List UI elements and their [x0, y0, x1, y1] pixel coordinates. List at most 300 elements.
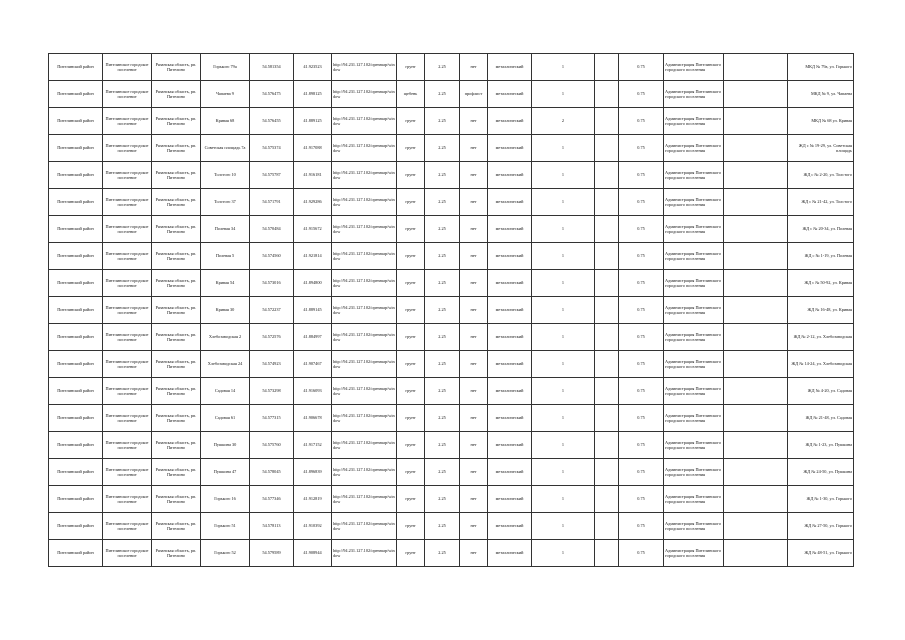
cell-volume: 0.75 [619, 216, 664, 243]
cell-empty-2 [724, 108, 788, 135]
cell-map-link: http://94.231.127.102/openmap/window [332, 135, 397, 162]
cell-longitude: 41.894800 [294, 270, 332, 297]
table-row [49, 486, 854, 513]
cell-map-link: http://94.231.127.102/openmap/window [332, 54, 397, 81]
cell-latitude: 54.572576 [250, 324, 294, 351]
cell-served-objects: ЖД № 48-51, ул. Горького [788, 540, 854, 567]
cell-containers-count: 1 [532, 324, 595, 351]
cell-material: металлический [488, 135, 532, 162]
cell-address: Садовая 14 [201, 378, 250, 405]
cell-district: Пителинский район [49, 459, 103, 486]
cell-surface: грунт [397, 243, 425, 270]
cell-empty [595, 81, 619, 108]
cell-address: Горького 51 [201, 513, 250, 540]
cell-latitude: 54.575787 [250, 162, 294, 189]
cell-empty-2 [724, 351, 788, 378]
cell-containers-count: 1 [532, 54, 595, 81]
cell-empty [595, 108, 619, 135]
cell-material: металлический [488, 297, 532, 324]
cell-volume: 0.75 [619, 405, 664, 432]
cell-empty [595, 324, 619, 351]
table-row [49, 270, 854, 297]
cell-settlement: Пителинское городское поселение [103, 270, 152, 297]
cell-empty-2 [724, 486, 788, 513]
cell-settlement: Пителинское городское поселение [103, 108, 152, 135]
cell-fence: нет [460, 189, 488, 216]
cell-region: Рязанская область, рп. Пителино [152, 351, 201, 378]
cell-served-objects: МКД № 68 ул. Кривая [788, 108, 854, 135]
cell-surface: грунт [397, 540, 425, 567]
cell-served-objects: МКД № 79а, ул. Горького [788, 54, 854, 81]
cell-empty-2 [724, 513, 788, 540]
cell-empty [595, 459, 619, 486]
cell-containers-count: 1 [532, 432, 595, 459]
cell-address: Толстого 10 [201, 162, 250, 189]
table-row [49, 216, 854, 243]
cell-fence: нет [460, 432, 488, 459]
cell-material: металлический [488, 540, 532, 567]
cell-owner: Администрация Пителинского городского поселения [664, 324, 724, 351]
cell-area: 2.25 [425, 162, 460, 189]
cell-fence: нет [460, 486, 488, 513]
cell-volume: 0.75 [619, 540, 664, 567]
cell-empty-2 [724, 135, 788, 162]
cell-latitude: 54.578045 [250, 459, 294, 486]
cell-material: металлический [488, 108, 532, 135]
cell-district: Пителинский район [49, 351, 103, 378]
cell-empty [595, 216, 619, 243]
cell-fence: нет [460, 162, 488, 189]
cell-latitude: 54.574560 [250, 243, 294, 270]
cell-area: 2.25 [425, 108, 460, 135]
cell-longitude: 41.912819 [294, 486, 332, 513]
cell-area: 2.25 [425, 81, 460, 108]
cell-surface: грунт [397, 297, 425, 324]
cell-area: 2.25 [425, 135, 460, 162]
cell-longitude: 41.896839 [294, 459, 332, 486]
cell-district: Пителинский район [49, 513, 103, 540]
cell-area: 2.25 [425, 216, 460, 243]
cell-area: 2.25 [425, 351, 460, 378]
cell-longitude: 41.917088 [294, 135, 332, 162]
table-row [49, 135, 854, 162]
cell-region: Рязанская область, рп. Пителино [152, 459, 201, 486]
cell-surface: грунт [397, 270, 425, 297]
cell-latitude: 54.570484 [250, 216, 294, 243]
cell-map-link: http://94.231.127.102/openmap/window [332, 459, 397, 486]
cell-surface: грунт [397, 54, 425, 81]
cell-served-objects: ЖД с № 21-42, ул. Толстого [788, 189, 854, 216]
cell-area: 2.25 [425, 513, 460, 540]
cell-latitude: 54.577315 [250, 405, 294, 432]
cell-owner: Администрация Пителинского городского поселения [664, 513, 724, 540]
cell-volume: 0.75 [619, 432, 664, 459]
cell-address: Горького 52 [201, 540, 250, 567]
cell-area: 2.25 [425, 243, 460, 270]
cell-longitude: 41.906678 [294, 405, 332, 432]
cell-surface: грунт [397, 108, 425, 135]
table-row [49, 351, 854, 378]
cell-address: Кривая 68 [201, 108, 250, 135]
cell-material: металлический [488, 432, 532, 459]
cell-address: Садовая 61 [201, 405, 250, 432]
cell-volume: 0.75 [619, 162, 664, 189]
cell-served-objects: ЖД № 1-23, ул. Пушкина [788, 432, 854, 459]
cell-material: металлический [488, 216, 532, 243]
cell-volume: 0.75 [619, 270, 664, 297]
cell-map-link: http://94.231.127.102/openmap/window [332, 486, 397, 513]
cell-volume: 0.75 [619, 81, 664, 108]
cell-containers-count: 1 [532, 189, 595, 216]
cell-longitude: 41.889125 [294, 108, 332, 135]
cell-served-objects: ЖД с № 19-29, ул. Советская площадь [788, 135, 854, 162]
cell-settlement: Пителинское городское поселение [103, 324, 152, 351]
cell-latitude: 54.574923 [250, 351, 294, 378]
cell-region: Рязанская область, рп. Пителино [152, 189, 201, 216]
cell-empty [595, 135, 619, 162]
cell-longitude: 41.898125 [294, 81, 332, 108]
cell-empty [595, 297, 619, 324]
cell-owner: Администрация Пителинского городского поселения [664, 540, 724, 567]
cell-settlement: Пителинское городское поселение [103, 189, 152, 216]
cell-served-objects: ЖД № 4-20, ул. Садовая [788, 378, 854, 405]
cell-latitude: 54.579589 [250, 540, 294, 567]
cell-material: металлический [488, 486, 532, 513]
cell-owner: Администрация Пителинского городского поселения [664, 486, 724, 513]
cell-containers-count: 1 [532, 243, 595, 270]
cell-latitude: 54.573298 [250, 378, 294, 405]
cell-fence: нет [460, 216, 488, 243]
cell-served-objects: ЖД № 27-50, ул. Горького [788, 513, 854, 540]
cell-address: Кривая 30 [201, 297, 250, 324]
cell-address: Толстого 37 [201, 189, 250, 216]
cell-volume: 0.75 [619, 486, 664, 513]
table-row [49, 513, 854, 540]
cell-settlement: Пителинское городское поселение [103, 81, 152, 108]
cell-empty-2 [724, 243, 788, 270]
cell-district: Пителинский район [49, 243, 103, 270]
cell-empty [595, 243, 619, 270]
cell-fence: нет [460, 108, 488, 135]
cell-containers-count: 1 [532, 270, 595, 297]
cell-region: Рязанская область, рп. Пителино [152, 432, 201, 459]
cell-containers-count: 2 [532, 108, 595, 135]
cell-material: металлический [488, 270, 532, 297]
cell-surface: грунт [397, 135, 425, 162]
cell-volume: 0.75 [619, 297, 664, 324]
cell-served-objects: ЖД с № 1-19, ул. Полевая [788, 243, 854, 270]
cell-address: Хлебозаводская 24 [201, 351, 250, 378]
cell-owner: Администрация Пителинского городского поселения [664, 378, 724, 405]
cell-surface: грунт [397, 513, 425, 540]
cell-containers-count: 1 [532, 216, 595, 243]
cell-volume: 0.75 [619, 351, 664, 378]
cell-fence: нет [460, 54, 488, 81]
cell-empty [595, 270, 619, 297]
cell-surface: грунт [397, 405, 425, 432]
table-row [49, 297, 854, 324]
cell-latitude: 54.576455 [250, 108, 294, 135]
cell-empty-2 [724, 378, 788, 405]
cell-region: Рязанская область, рп. Пителино [152, 513, 201, 540]
cell-settlement: Пителинское городское поселение [103, 297, 152, 324]
cell-empty-2 [724, 432, 788, 459]
cell-district: Пителинский район [49, 432, 103, 459]
cell-containers-count: 1 [532, 297, 595, 324]
cell-longitude: 41.929286 [294, 189, 332, 216]
cell-map-link: http://94.231.127.102/openmap/window [332, 432, 397, 459]
cell-region: Рязанская область, рп. Пителино [152, 270, 201, 297]
cell-surface: грунт [397, 432, 425, 459]
table-row [49, 540, 854, 567]
cell-served-objects: МКД № 9, ул. Чапаева [788, 81, 854, 108]
cell-settlement: Пителинское городское поселение [103, 54, 152, 81]
cell-containers-count: 1 [532, 540, 595, 567]
cell-surface: грунт [397, 162, 425, 189]
cell-empty [595, 351, 619, 378]
cell-district: Пителинский район [49, 108, 103, 135]
cell-area: 2.25 [425, 432, 460, 459]
cell-empty-2 [724, 189, 788, 216]
cell-longitude: 41.889145 [294, 297, 332, 324]
cell-region: Рязанская область, рп. Пителино [152, 405, 201, 432]
cell-fence: нет [460, 243, 488, 270]
cell-map-link: http://94.231.127.102/openmap/window [332, 108, 397, 135]
container-sites-table [48, 53, 854, 567]
table-row [49, 378, 854, 405]
cell-served-objects: ЖД № 16-48, ул. Кривая [788, 297, 854, 324]
cell-address: Полевая 34 [201, 216, 250, 243]
cell-volume: 0.75 [619, 459, 664, 486]
cell-material: металлический [488, 324, 532, 351]
cell-surface: грунт [397, 324, 425, 351]
cell-latitude: 54.576475 [250, 81, 294, 108]
cell-empty-2 [724, 162, 788, 189]
cell-material: металлический [488, 459, 532, 486]
cell-containers-count: 1 [532, 135, 595, 162]
cell-longitude: 41.916181 [294, 162, 332, 189]
cell-address: Горького 79а [201, 54, 250, 81]
cell-containers-count: 1 [532, 378, 595, 405]
cell-longitude: 41.884997 [294, 324, 332, 351]
cell-region: Рязанская область, рп. Пителино [152, 162, 201, 189]
cell-latitude: 54.575760 [250, 432, 294, 459]
cell-surface: грунт [397, 378, 425, 405]
cell-fence: нет [460, 405, 488, 432]
cell-empty [595, 189, 619, 216]
cell-owner: Администрация Пителинского городского поселения [664, 432, 724, 459]
cell-address: Пушкина 47 [201, 459, 250, 486]
cell-region: Рязанская область, рп. Пителино [152, 243, 201, 270]
table-row [49, 162, 854, 189]
cell-address: Пушкина 30 [201, 432, 250, 459]
cell-area: 2.25 [425, 297, 460, 324]
cell-containers-count: 1 [532, 405, 595, 432]
table-row [49, 459, 854, 486]
document-sheet [48, 53, 853, 568]
cell-empty [595, 405, 619, 432]
cell-settlement: Пителинское городское поселение [103, 216, 152, 243]
cell-longitude: 41.907467 [294, 351, 332, 378]
cell-map-link: http://94.231.127.102/openmap/window [332, 81, 397, 108]
cell-longitude: 41.908944 [294, 540, 332, 567]
cell-served-objects: ЖД № 14-24, ул. Хлебозаводская [788, 351, 854, 378]
cell-region: Рязанская область, рп. Пителино [152, 540, 201, 567]
cell-district: Пителинский район [49, 324, 103, 351]
cell-district: Пителинский район [49, 378, 103, 405]
cell-empty [595, 432, 619, 459]
cell-area: 2.25 [425, 459, 460, 486]
cell-served-objects: ЖД № 1-30, ул. Горького [788, 486, 854, 513]
cell-region: Рязанская область, рп. Пителино [152, 81, 201, 108]
cell-address: Полевая 5 [201, 243, 250, 270]
cell-fence: нет [460, 513, 488, 540]
cell-owner: Администрация Пителинского городского поселения [664, 297, 724, 324]
cell-area: 2.25 [425, 405, 460, 432]
cell-longitude: 41.915672 [294, 216, 332, 243]
table-row [49, 243, 854, 270]
cell-settlement: Пителинское городское поселение [103, 135, 152, 162]
cell-region: Рязанская область, рп. Пителино [152, 108, 201, 135]
cell-material: металлический [488, 378, 532, 405]
cell-owner: Администрация Пителинского городского поселения [664, 54, 724, 81]
cell-served-objects: ЖД № 24-50, ул. Пушкина [788, 459, 854, 486]
cell-volume: 0.75 [619, 378, 664, 405]
cell-fence: нет [460, 540, 488, 567]
cell-fence: нет [460, 270, 488, 297]
cell-area: 2.25 [425, 189, 460, 216]
cell-settlement: Пителинское городское поселение [103, 432, 152, 459]
cell-owner: Администрация Пителинского городского поселения [664, 459, 724, 486]
cell-surface: грунт [397, 351, 425, 378]
cell-latitude: 54.578113 [250, 513, 294, 540]
cell-material: металлический [488, 189, 532, 216]
cell-fence: нет [460, 324, 488, 351]
cell-volume: 0.75 [619, 324, 664, 351]
cell-fence: нет [460, 378, 488, 405]
cell-map-link: http://94.231.127.102/openmap/window [332, 297, 397, 324]
cell-volume: 0.75 [619, 135, 664, 162]
cell-empty [595, 54, 619, 81]
cell-material: металлический [488, 351, 532, 378]
cell-map-link: http://94.231.127.102/openmap/window [332, 513, 397, 540]
cell-empty-2 [724, 324, 788, 351]
cell-district: Пителинский район [49, 486, 103, 513]
cell-area: 2.25 [425, 540, 460, 567]
cell-map-link: http://94.231.127.102/openmap/window [332, 270, 397, 297]
cell-settlement: Пителинское городское поселение [103, 243, 152, 270]
table-row [49, 405, 854, 432]
cell-map-link: http://94.231.127.102/openmap/window [332, 162, 397, 189]
cell-empty-2 [724, 297, 788, 324]
cell-longitude: 41.917152 [294, 432, 332, 459]
cell-surface: щебень [397, 81, 425, 108]
cell-volume: 0.75 [619, 108, 664, 135]
cell-region: Рязанская область, рп. Пителино [152, 135, 201, 162]
cell-owner: Администрация Пителинского городского поселения [664, 243, 724, 270]
cell-longitude: 41.923523 [294, 54, 332, 81]
cell-area: 2.25 [425, 378, 460, 405]
cell-empty-2 [724, 405, 788, 432]
cell-address: Чапаева 9 [201, 81, 250, 108]
cell-map-link: http://94.231.127.102/openmap/window [332, 216, 397, 243]
cell-region: Рязанская область, рп. Пителино [152, 378, 201, 405]
cell-containers-count: 1 [532, 351, 595, 378]
cell-settlement: Пителинское городское поселение [103, 351, 152, 378]
cell-owner: Администрация Пителинского городского поселения [664, 405, 724, 432]
cell-empty-2 [724, 540, 788, 567]
cell-settlement: Пителинское городское поселение [103, 540, 152, 567]
cell-volume: 0.75 [619, 243, 664, 270]
cell-latitude: 54.577346 [250, 486, 294, 513]
cell-area: 2.25 [425, 270, 460, 297]
cell-address: Хлебозаводская 2 [201, 324, 250, 351]
cell-containers-count: 1 [532, 81, 595, 108]
table-row [49, 324, 854, 351]
cell-surface: грунт [397, 459, 425, 486]
cell-region: Рязанская область, рп. Пителино [152, 486, 201, 513]
cell-district: Пителинский район [49, 540, 103, 567]
cell-region: Рязанская область, рп. Пителино [152, 216, 201, 243]
cell-owner: Администрация Пителинского городского поселения [664, 135, 724, 162]
cell-owner: Администрация Пителинского городского поселения [664, 216, 724, 243]
cell-longitude: 41.910392 [294, 513, 332, 540]
cell-map-link: http://94.231.127.102/openmap/window [332, 189, 397, 216]
cell-owner: Администрация Пителинского городского поселения [664, 81, 724, 108]
cell-fence: нет [460, 297, 488, 324]
cell-served-objects: ЖД с № 20-34, ул. Полевая [788, 216, 854, 243]
cell-district: Пителинский район [49, 189, 103, 216]
cell-address: Советская площадь 7а [201, 135, 250, 162]
cell-map-link: http://94.231.127.102/openmap/window [332, 324, 397, 351]
cell-fence: профлист [460, 81, 488, 108]
cell-map-link: http://94.231.127.102/openmap/window [332, 378, 397, 405]
cell-surface: грунт [397, 189, 425, 216]
cell-empty [595, 162, 619, 189]
cell-served-objects: ЖД с № 50-92, ул. Кривая [788, 270, 854, 297]
cell-material: металлический [488, 81, 532, 108]
cell-settlement: Пителинское городское поселение [103, 513, 152, 540]
cell-district: Пителинский район [49, 54, 103, 81]
cell-fence: нет [460, 459, 488, 486]
cell-district: Пителинский район [49, 216, 103, 243]
cell-owner: Администрация Пителинского городского поселения [664, 270, 724, 297]
cell-owner: Администрация Пителинского городского поселения [664, 351, 724, 378]
table-row [49, 81, 854, 108]
cell-empty [595, 486, 619, 513]
cell-longitude: 41.921814 [294, 243, 332, 270]
cell-area: 2.25 [425, 324, 460, 351]
cell-settlement: Пителинское городское поселение [103, 162, 152, 189]
cell-district: Пителинский район [49, 405, 103, 432]
table-row [49, 54, 854, 81]
cell-latitude: 54.573016 [250, 270, 294, 297]
cell-containers-count: 1 [532, 486, 595, 513]
cell-district: Пителинский район [49, 270, 103, 297]
cell-settlement: Пителинское городское поселение [103, 405, 152, 432]
cell-fence: нет [460, 351, 488, 378]
cell-empty [595, 513, 619, 540]
cell-region: Рязанская область, рп. Пителино [152, 54, 201, 81]
cell-area: 2.25 [425, 486, 460, 513]
cell-district: Пителинский район [49, 135, 103, 162]
cell-material: металлический [488, 513, 532, 540]
cell-longitude: 41.916093 [294, 378, 332, 405]
cell-owner: Администрация Пителинского городского поселения [664, 162, 724, 189]
cell-empty-2 [724, 270, 788, 297]
cell-empty-2 [724, 216, 788, 243]
cell-surface: грунт [397, 486, 425, 513]
